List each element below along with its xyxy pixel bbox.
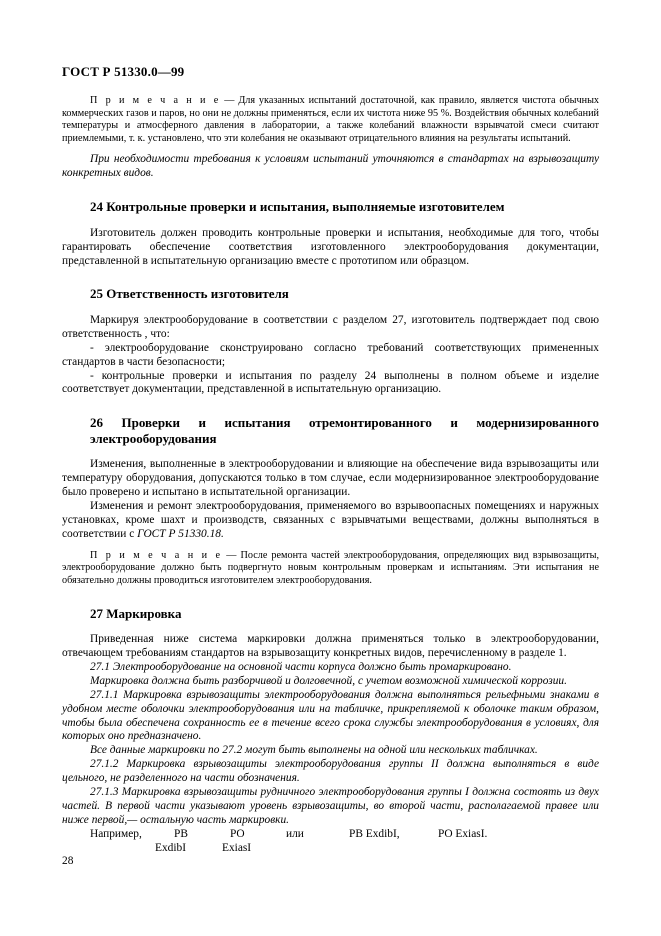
section-26-note [62, 550, 599, 588]
note-label: П р и м е ч а н и е [90, 549, 223, 561]
section-27-paragraph: Приведенная ниже система маркировки должна применяться только в электрооборудовании, отвечающем требованиям стандартов на взрывозащиту конкретных видов, перечисленному в разделе 1. [62, 633, 599, 659]
note-label: П р и м е ч а н и е [90, 95, 221, 106]
section-26-heading: 26 Проверки и испытания отремонтированного и модернизированного электрооборудования [90, 415, 599, 446]
clause-27-1-marking: Маркировка должна быть разборчивой и долговечной, с учетом возможной химической коррозии. [90, 674, 567, 687]
section-25-paragraph-1: Маркируя электрооборудование в соответствии с разделом 27, изготовитель подтверждает под свою ответственность , что: [62, 313, 599, 340]
note-paragraph [62, 95, 599, 145]
section-25-paragraph-2: - электрооборудование сконструировано согласно требований соответствующих примененных стандартов в части безопасности; [62, 341, 599, 368]
note-text: — Для указанных испытаний достаточной, как правило, является чистота обычных коммерческих газов и паров, но они не должны применяться, если их чистота ниже 95 %. Воздействия обычных колебаний температуры и атмосферного давления в лаборатории, а также колебаний влажности взрывчатой смеси считают приемлемыми, т. к. установлено, что эти колебания не оказывают отрицательного влияния на результаты испытаний. [62, 95, 600, 144]
note-text: — После ремонта частей электрооборудования, определяющих вид взрывозащиты, электрооборудование должно быть подвергнуто новым контрольным проверкам и испытаниям. Эти испытания не обязательно должны проводиться изготовителем электрооборудования. [62, 549, 599, 586]
clause-27-1-3: 27.1.3 Маркировка взрывозащиты рудничного электрооборудования группы I должна состоять из двух частей. В первой части указывают уровень взрывозащиты, во второй части, располагаемой правее или ниже первой,— остальную часть маркировки. [62, 786, 599, 826]
section-25-paragraph-3: - контрольные проверки и испытания по разделу 24 выполнены в полном объеме и изделие соответствует документации, представленной в испытательную организацию. [62, 369, 599, 396]
example-lead: Например, [90, 827, 142, 840]
italic-paragraph: При необходимости требования к условиям испытаний уточняются в стандартах на взрывозащиту конкретных видов. [62, 153, 599, 180]
clause-27-1-1: 27.1.1 Маркировка взрывозащиты электрооборудования должна выполняться рельефными знаками в удобном месте оболочки электрооборудования или на табличке, прикрепляемой к оболочке таким образом, чтобы была обеспечена сохранность ее в течение всего срока службы электрооборудования в условиях, для которых оно предназначено. [62, 688, 599, 743]
marking-2-bottom: ExiasI [222, 841, 252, 854]
clause-27-1: 27.1 Электрооборудование на основной части корпуса должно быть промаркировано. [90, 660, 512, 673]
gost-reference: ГОСТ Р 51330.18. [137, 527, 224, 540]
section-26-paragraph-1: Изменения, выполненные в электрооборудовании и влияющие на обеспечение вида взрывозащиты или температуру оборудования, допускаются только в том случае, если модернизированное электрооборудование было проверено и испытано в испытательной организации. [62, 458, 599, 499]
page-number: 28 [62, 855, 74, 867]
clause-all-data: Все данные маркировки по 27.2 могут быть выполнены на одной или нескольких табличках. [90, 744, 538, 757]
marking-1-top: PB [174, 827, 188, 840]
section-24-paragraph: Изготовитель должен проводить контрольные проверки и испытания, необходимые для того, чтобы гарантировать обеспечение соответствия изготовленного электрооборудования документации, представленной в испытательную организацию вместе с прототипом или образцом. [62, 226, 599, 267]
marking-3: PB ExdibI, [349, 827, 400, 840]
section-27-heading: 27 Маркировка [90, 605, 182, 621]
marking-2-top: PO [230, 827, 245, 840]
section-26-paragraph-2-text: Изменения и ремонт электрооборудования, применяемого во взрывоопасных помещениях и наружных установках, кроме шахт и производств, связанных с взрывчатыми веществами, должны выполняться в соответствии с [62, 500, 599, 540]
clause-27-1-2: 27.1.2 Маркировка взрывозащиты электрооборудования группы II должна выполняться в виде цельного, не разделенного на части обозначения. [62, 758, 599, 785]
section-26-paragraph-2 [62, 500, 599, 542]
example-or: или [286, 827, 304, 840]
marking-4: PO ExiasI. [438, 827, 488, 840]
section-24-heading: 24 Контрольные проверки и испытания, выполняемые изготовителем [90, 199, 505, 215]
page-content [62, 95, 599, 856]
document-header: ГОСТ Р 51330.0—99 [62, 64, 185, 79]
marking-1-bottom: ExdibI [155, 841, 187, 854]
marking-example [62, 828, 599, 856]
section-25-heading: 25 Ответственность изготовителя [90, 286, 289, 302]
